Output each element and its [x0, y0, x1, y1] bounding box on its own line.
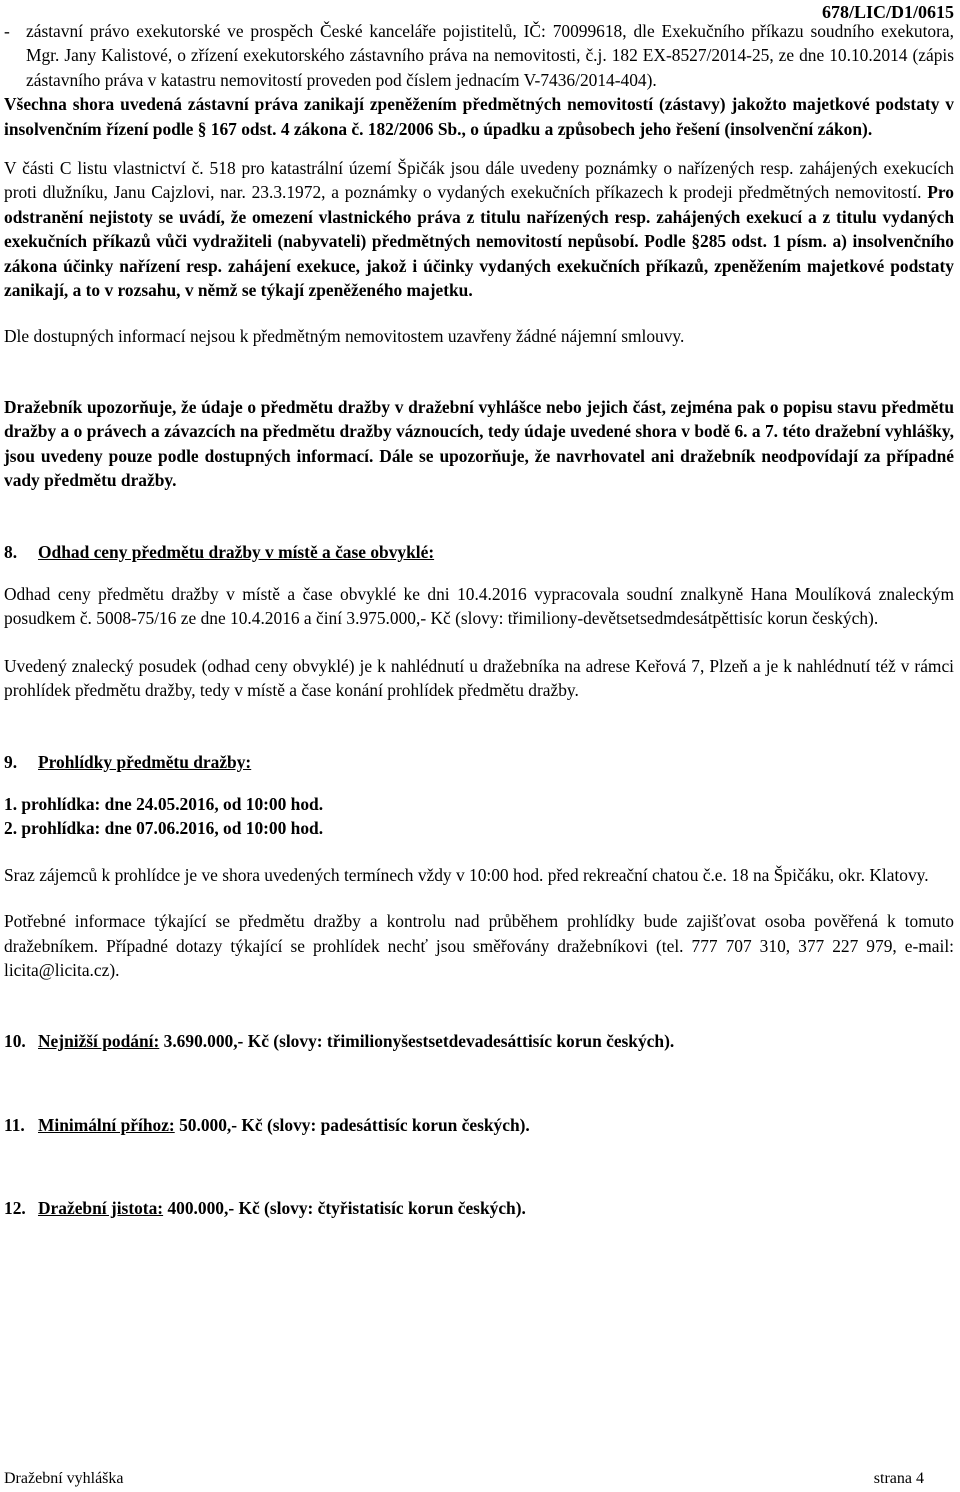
- section-9-title: Prohlídky předmětu dražby:: [38, 751, 252, 772]
- price-estimate-paragraph: Odhad ceny předmětu dražby v místě a čase obvyklé ke dni 10.4.2016 vypracovala soudní znalkyně Hana Moulíková znaleckým posudkem č. 5008-75/16 ze dne 10.4.2016 a činí 3.975.000,- Kč (slovy: třimiliony-devětsetsedmdesátpěttisíc korun českých).: [4, 583, 954, 629]
- expert-opinion-paragraph: Uvedený znalecký posudek (odhad ceny obvyklé) je k nahlédnutí u dražebníka na adrese Keřová 7, Plzeň a je k nahlédnutí též v rámci prohlídek předmětu dražby, tedy v místě a čase konání prohlídek předmětu dražby.: [4, 655, 954, 701]
- section-10-lowest-bid: 10. Nejnižší podání: 3.690.000,- Kč (slovy: třimilionyšestsetdevadesáttisíc korun českých).: [4, 1031, 675, 1052]
- footer-doc-title: Dražební vyhláška: [4, 1470, 124, 1487]
- lease-info-paragraph: Dle dostupných informací nejsou k předmětným nemovitostem uzavřeny žádné nájemní smlouvy.: [4, 326, 685, 347]
- meeting-point-paragraph: Sraz zájemců k prohlídce je ve shora uvedených termínech vždy v 10:00 hod. před rekreační chatou č.e. 18 na Špičáku, okr. Klatovy.: [4, 864, 929, 885]
- page-footer: [4, 1469, 924, 1489]
- title-deed-notes-paragraph: V části C listu vlastnictví č. 518 pro katastrální území Špičák jsou dále uvedeny poznámky o nařízených resp. zahájených exekucích proti dlužníku, Janu Cajzlovi, nar. 23.3.1972, a poznámky o vydaných exekučních příkazech k prodeji předmětných nemovitostí. Pro odstranění nejistoty se uvádí, že omezení vlastnického práva z titulu nařízených resp. zahájených exekucí a z titulu vydaných exekučních příkazů vůči vydražiteli (nabyvateli) předmětných nemovitostí nepůsobí. Podle §285 odst. 1 písm. a) insolvenčního zákona účinky nařízení resp. zahájení exekuce, jakož i účinky vydaných exekučních příkazů, zpeněžením majetkové podstaty zanikají, a to v rozsahu, v němž se týkají zpeněženého majetku.: [4, 158, 954, 301]
- contact-info-paragraph: Potřebné informace týkající se předmětu dražby a kontrolu nad průběhem prohlídky bude zajišťovat osoba pověřená k tomuto dražebníkem. Případné dotazy týkající se prohlídek nechť jsou směřovány dražebníkovi (tel. 777 707 310, 377 227 979, e-mail: licita@licita.cz).: [4, 911, 954, 980]
- page-number: strana 4: [873, 1470, 924, 1487]
- list-dash: -: [4, 21, 10, 41]
- lien-list-item: [4, 19, 954, 92]
- document-id: 678/LIC/D1/0615: [821, 2, 954, 22]
- section-8-heading: 8. Odhad ceny předmětu dražby v místě a čase obvyklé:: [4, 540, 954, 564]
- liens-expiry-paragraph: Všechna shora uvedená zástavní práva zanikají zpeněžením předmětných nemovitostí (zástavy) jakožto majetkové podstaty v insolvenčním řízení podle § 167 odst. 4 zákona č. 182/2006 Sb., o úpadku a způsobech jeho řešení (insolvenční zákon).: [4, 94, 954, 139]
- auctioneer-notice-paragraph: Dražebník upozorňuje, že údaje o předmětu dražby v dražební vyhlášce nebo jejich část, zejména pak o popisu stavu předmětu dražby a o právech a závazcích na předmětu dražby váznoucích, tedy údaje uvedené shora v bodě 6. a 7. této dražební vyhlášky, jsou uvedeny pouze podle dostupných informací. Dále se upozorňuje, že navrhovatel ani dražebník neodpovídají za případné vady předmětu dražby.: [4, 396, 954, 491]
- visit-1: 1. prohlídka: dne 24.05.2016, od 10:00 hod.: [4, 793, 324, 814]
- section-sign: §: [691, 231, 701, 252]
- visit-2: 2. prohlídka: dne 07.06.2016, od 10:00 hod.: [4, 818, 324, 839]
- section-8-title: Odhad ceny předmětu dražby v místě a čase obvyklé:: [38, 541, 435, 562]
- lien-text: zástavní právo exekutorské ve prospěch České kanceláře pojistitelů, IČ: 70099618, dle Exekučního příkazu soudního exekutora, Mgr. Jany Kalistové, o zřízení exekutorského zástavního práva na nemovitosti, č.j. 182 EX-8527/2014-25, ze dne 10.10.2014 (zápis zástavního práva v katastru nemovitostí proveden pod číslem jednacím V-7436/2014-404).: [26, 21, 954, 90]
- section-12-deposit: 12. Dražební jistota: 400.000,- Kč (slovy: čtyřistatisíc korun českých).: [4, 1198, 526, 1219]
- section-11-min-increment: 11. Minimální příhoz: 50.000,- Kč (slovy: padesáttisíc korun českých).: [4, 1114, 530, 1135]
- section-sign: §: [197, 118, 207, 139]
- section-9-heading: 9. Prohlídky předmětu dražby:: [4, 750, 954, 774]
- document-body: [4, 19, 954, 1221]
